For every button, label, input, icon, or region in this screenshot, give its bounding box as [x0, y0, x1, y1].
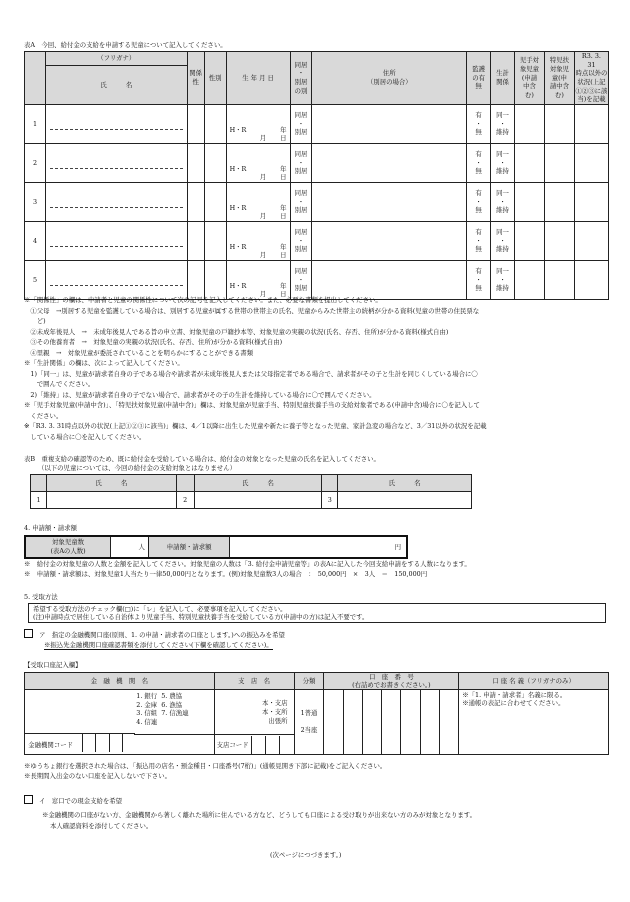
custody-choice[interactable]	[467, 143, 491, 182]
amount-field[interactable]	[230, 536, 407, 558]
account-number-field[interactable]	[324, 690, 459, 755]
header-line: 時点以外の	[575, 69, 608, 78]
r3-field[interactable]	[574, 182, 608, 221]
branch-code-label: 支店コード	[216, 740, 249, 749]
header-line: 状況(上記	[577, 77, 606, 86]
relation-field[interactable]	[187, 260, 204, 299]
bank-code-digit[interactable]	[122, 734, 135, 752]
holder-header: 口 座 名 義（フリガナのみ）	[459, 673, 609, 690]
year-label: 年	[280, 164, 287, 173]
branch-type-honshiten[interactable]: 本・支店	[261, 699, 288, 708]
residence-sep: ・	[297, 158, 305, 167]
custody-sep: ・	[475, 158, 482, 167]
furigana-header: （フリガナ）	[45, 52, 187, 66]
child-name-field[interactable]	[45, 221, 187, 260]
birth-line-1	[230, 165, 287, 173]
section-4-title: 4. 申請額・請求額	[24, 524, 77, 532]
type-header: 分類	[294, 673, 324, 690]
r3-field[interactable]	[574, 143, 608, 182]
residence-choice[interactable]	[290, 260, 312, 299]
month-label: 月	[259, 172, 267, 181]
bank-code-row	[28, 735, 214, 755]
amount-label: 申請額・請求額	[148, 536, 230, 558]
custody-option[interactable]: 無	[475, 167, 482, 176]
section-4-note-2: ※ 申請額・請求額は、対象児童1人当たり一律50,000円となります。(例)対象児童数3人の場合 ： 50,000円 × 3人 ＝ 150,000円	[24, 570, 428, 578]
custody-option[interactable]: 無	[475, 128, 482, 137]
bank-type-gyokyo[interactable]: 6. 漁協	[161, 700, 183, 709]
tokubetsu-field[interactable]	[544, 260, 574, 299]
furigana-line[interactable]	[50, 235, 183, 247]
option-a-note: ※振込先金融機関口座確認書類を添付してください(下欄を確認してください)。	[44, 641, 273, 649]
residence-sep: ・	[297, 236, 305, 245]
account-title: 【受取口座記入欄】	[24, 661, 82, 669]
section-5-title: 5. 受取方法	[24, 593, 58, 601]
branch-code-digit[interactable]	[279, 736, 293, 754]
branch-code-row	[214, 735, 294, 755]
livelihood-sep: ・	[499, 158, 506, 167]
table-a-corner	[25, 52, 46, 105]
custody-sep: ・	[475, 275, 482, 284]
bank-code-boxes	[82, 734, 135, 752]
livelihood-choice[interactable]	[491, 143, 515, 182]
livelihood-sep: ・	[499, 275, 506, 284]
year-label: 年	[280, 281, 287, 290]
relation-header-text: 関係性	[189, 69, 203, 86]
header-line: 住所	[382, 69, 396, 78]
birth-line-1	[230, 204, 287, 212]
header-line: 無	[475, 82, 482, 91]
residence-header	[290, 52, 312, 105]
birthdate-field[interactable]	[226, 260, 290, 299]
table-b-corner-2	[176, 475, 194, 492]
table-b-subcaption: （以下の児童については、今回の給付金の支給対象とはなりません）	[38, 464, 236, 472]
month-label: 月	[259, 250, 267, 259]
day-label: 日	[280, 133, 287, 142]
table-a	[24, 51, 609, 300]
child-name-field[interactable]	[45, 143, 187, 182]
note-line: ③その他養育者 → 対象児童の実親の状況(氏名、存否、住所)が分かる資料(様式自由)	[24, 338, 283, 346]
header-line: ①②③に該	[575, 86, 608, 95]
bank-type-col-1	[136, 692, 157, 727]
relation-field[interactable]	[187, 182, 204, 221]
residence-choice[interactable]	[290, 143, 312, 182]
header-line: R3. 3.	[581, 52, 601, 60]
sex-field[interactable]	[204, 260, 226, 299]
note-line: 1)「同一」は、児童が請求者自身の子である場合や請求者が未成年後見人または父母指定者である場合で、請求者がその子と生計を同じくしている場合に〇	[24, 369, 478, 378]
header-line: 31	[587, 60, 596, 69]
method-instruction-box	[28, 603, 606, 623]
address-field[interactable]	[312, 260, 467, 299]
bank-code-digit[interactable]	[83, 734, 95, 752]
bank-type-nokyo[interactable]: 5. 農協	[161, 692, 183, 700]
tokubetsu-field[interactable]	[544, 104, 574, 143]
method-instruction-1: 希望する受取方法のチェック欄(□)に「レ」を記入して、必要事項を記入してください。	[33, 605, 287, 613]
livelihood-option[interactable]: 維持	[496, 167, 509, 176]
header-line: ・	[297, 69, 305, 78]
child-count-field[interactable]	[111, 536, 149, 558]
relation-field[interactable]	[187, 221, 204, 260]
bank-code-digit-row	[83, 734, 135, 752]
day-label: 日	[280, 289, 287, 298]
account-type-toza[interactable]: 2当座	[300, 726, 318, 734]
livelihood-choice[interactable]	[491, 221, 515, 260]
branch-type-honshisho[interactable]: 本・支所	[261, 707, 288, 716]
account-digit[interactable]	[420, 690, 439, 754]
day-label: 日	[280, 172, 287, 181]
birthdate-field[interactable]	[226, 221, 290, 260]
bank-code-digit[interactable]	[109, 734, 122, 752]
child-row	[25, 221, 609, 260]
account-digit[interactable]	[362, 690, 381, 754]
livelihood-option[interactable]: 維持	[496, 128, 509, 137]
note-line: ど)	[24, 317, 46, 325]
custody-choice[interactable]	[467, 221, 491, 260]
child-name-field[interactable]	[45, 182, 187, 221]
bank-type-shingyoren[interactable]: 7. 信漁連	[161, 709, 189, 718]
row-number: 2	[25, 143, 46, 182]
amount-unit: 円	[394, 543, 401, 551]
row-number: 3	[25, 182, 46, 221]
livelihood-option[interactable]: 同一	[496, 188, 509, 197]
month-label: 月	[259, 289, 267, 298]
account-digit[interactable]	[343, 690, 362, 754]
bank-type-options	[134, 690, 214, 735]
table-a-notes	[24, 295, 486, 442]
header-line: 同居	[294, 60, 308, 69]
livelihood-choice[interactable]	[491, 260, 515, 299]
option-i-row	[24, 795, 122, 805]
month-label: 月	[259, 133, 267, 142]
custody-option[interactable]: 無	[475, 284, 482, 293]
custody-option[interactable]: 有	[475, 188, 482, 197]
address-field[interactable]	[312, 221, 467, 260]
header-line: 象児童	[519, 64, 540, 73]
custody-option[interactable]: 有	[475, 149, 482, 158]
option-a-row	[24, 629, 285, 639]
jido-teate-field[interactable]	[515, 143, 545, 182]
custody-header	[467, 52, 491, 105]
account-type-options	[294, 690, 324, 755]
table-b-name-header-1: 氏 名	[46, 475, 176, 492]
account-digit[interactable]	[400, 690, 419, 754]
bank-type-shinkumi[interactable]: 3. 信組	[136, 709, 158, 718]
option-i-checkbox[interactable]	[24, 795, 33, 804]
account-type-futsu[interactable]: 1普通	[300, 709, 318, 718]
livelihood-option[interactable]: 維持	[496, 284, 509, 293]
r3-field[interactable]	[574, 260, 608, 299]
table-b	[30, 474, 472, 509]
option-a-checkbox[interactable]	[24, 629, 33, 638]
residence-sep: ・	[297, 197, 305, 206]
residence-option[interactable]: 別居	[294, 284, 308, 293]
address-field[interactable]	[312, 143, 467, 182]
note-line: 2)「維持」は、児童が請求者自身の子でない場合で、請求者がその子の生計を維持している場合に〇で囲んでください。	[24, 390, 376, 399]
residence-option[interactable]: 別居	[294, 167, 308, 176]
r3-header	[574, 52, 608, 105]
custody-option[interactable]: 無	[475, 206, 482, 215]
birthdate-field[interactable]	[226, 104, 290, 143]
note-line: ※「関係性」の欄は、申請者と児童の関係性について次の記号を記入してください。また、必要な書類を提出してください。	[24, 296, 382, 304]
header-line: 児手対	[519, 56, 540, 65]
r3-field[interactable]	[574, 221, 608, 260]
custody-sep: ・	[475, 197, 482, 206]
livelihood-sep: ・	[499, 119, 506, 128]
sex-field[interactable]	[204, 104, 226, 143]
note-line: している場合に〇を記入してください。	[24, 432, 146, 441]
livelihood-sep: ・	[499, 197, 506, 206]
livelihood-option[interactable]: 同一	[496, 227, 509, 236]
sex-header: 性別	[204, 52, 226, 105]
livelihood-option[interactable]: 維持	[496, 206, 509, 215]
era-label: H・R	[229, 125, 247, 134]
table-b-no-2: 2	[176, 492, 194, 509]
table-b-name-header-2: 氏 名	[194, 475, 322, 492]
account-note-1: ※ゆうちょ銀行を選択された場合は、「振込用の店名・預金種目・口座番号(7桁)」(通帳見開き下部に記載)をご記入ください。	[24, 762, 387, 770]
account-no-header	[324, 673, 459, 690]
header-line: 対象児	[549, 64, 570, 73]
custody-option[interactable]: 有	[475, 227, 482, 236]
row-number: 4	[25, 221, 46, 260]
bank-type-col-2	[161, 692, 188, 727]
jido-teate-field[interactable]	[515, 104, 545, 143]
era-label: H・R	[229, 242, 247, 251]
child-count-unit: 人	[138, 543, 145, 551]
header-line: 当)を記載	[577, 95, 606, 104]
sex-field[interactable]	[204, 143, 226, 182]
livelihood-choice[interactable]	[491, 182, 515, 221]
note-line: ①父母 →別居する児童を監護している場合は、別居する児童が属する世帯の世帯主の氏名、児童からみた世帯主の続柄が分かる資料(児童の世帯の住民票な	[24, 306, 480, 315]
account-digit[interactable]	[381, 690, 400, 754]
table-b-corner-1	[31, 475, 47, 492]
note-line: ※「生計関係」の欄は、次によって記入してください。	[24, 359, 184, 367]
child-name-field[interactable]	[45, 104, 187, 143]
option-i-note-2: 本人確認資料を添付してください。	[50, 822, 153, 830]
account-note-2: ※長期間入出金のない口座を記入しないで下さい。	[24, 772, 171, 780]
residence-sep: ・	[297, 275, 305, 284]
bank-name-header: 金 融 機 関 名	[25, 673, 215, 690]
note-line: ※「R3. 3. 31時点以外の状況(上記①②③に該当)」欄は、4／1以降に出生した児童や新たに養子等となった児童、家計急変の場合など、3／31以外の状況を記載	[24, 422, 487, 430]
relation-field[interactable]	[187, 143, 204, 182]
branch-type-shutchojo[interactable]: 出張所	[268, 716, 288, 725]
tokubetsu-field[interactable]	[544, 182, 574, 221]
year-label: 年	[280, 203, 287, 212]
branch-code-boxes	[251, 736, 294, 754]
method-instruction-2: (注)申請時点で居住している自治体より児童手当、特別児童扶養手当を受給している方(申請中の方)は記入不要です。	[33, 613, 369, 621]
address-field[interactable]	[312, 182, 467, 221]
bank-code-divider	[25, 733, 135, 734]
table-b-caption: 表B 重複支給の確認等のため、既に給付金を受給している場合は、給付金の対象となった児童の氏名を記入してください。	[24, 455, 380, 463]
header-line: 生計	[496, 69, 509, 78]
residence-option[interactable]: 別居	[294, 206, 308, 215]
child-row	[25, 143, 609, 182]
bank-code-label: 金融機関コード	[26, 736, 75, 754]
custody-option[interactable]: 無	[475, 245, 482, 254]
header-line: 中含	[523, 82, 536, 91]
table-b-no-3: 3	[322, 492, 338, 509]
account-digit[interactable]	[439, 690, 458, 754]
header-line: 別居	[294, 77, 308, 86]
account-digit[interactable]	[324, 690, 342, 754]
header-line: 請中含	[549, 82, 570, 91]
residence-option[interactable]: 同居	[294, 149, 308, 158]
residence-choice[interactable]	[290, 104, 312, 143]
name-header: 氏 名	[45, 65, 187, 104]
sex-field[interactable]	[204, 182, 226, 221]
residence-option[interactable]: 同居	[294, 266, 308, 275]
birth-line-1	[230, 282, 287, 290]
page-footer: (次ページにつづきます。)	[270, 851, 342, 859]
child-row	[25, 182, 609, 221]
row-number: 1	[25, 104, 46, 143]
child-row	[25, 104, 609, 143]
furigana-line[interactable]	[50, 118, 183, 130]
r3-field[interactable]	[574, 104, 608, 143]
furigana-line[interactable]	[50, 274, 183, 286]
jido-teate-header	[515, 52, 545, 105]
livelihood-option[interactable]: 同一	[496, 149, 509, 158]
bank-type-shinren[interactable]: 4. 信連	[136, 717, 158, 726]
livelihood-header	[491, 52, 515, 105]
header-line: 関係	[496, 77, 509, 86]
era-label: H・R	[229, 164, 247, 173]
year-label: 年	[280, 125, 287, 134]
residence-option[interactable]: 同居	[294, 188, 308, 197]
note-line: ②未成年後見人 → 未成年後見人である旨の申立書、対象児童の戸籍抄本等、対象児童の実親の状況(氏名、存否、住所)が分かる資料(様式自由)	[24, 327, 449, 336]
branch-code-digit[interactable]	[252, 736, 265, 754]
branch-code-digit[interactable]	[265, 736, 279, 754]
era-label: H・R	[229, 203, 247, 212]
header-line: の別	[294, 86, 308, 95]
holder-note-2: ※通帳の表記に合わせてください。	[462, 699, 565, 707]
table-a-caption: 表A 今回、給付金の支給を申請する児童について記入してください。	[24, 41, 227, 49]
livelihood-option[interactable]: 維持	[496, 245, 509, 254]
table-b-name-header-3: 氏 名	[338, 475, 472, 492]
child-count-label	[25, 536, 111, 558]
jido-teate-field[interactable]	[515, 182, 545, 221]
birthdate-field[interactable]	[226, 143, 290, 182]
header-line: 童(申	[551, 73, 568, 82]
option-a-label: ア 指定の金融機関口座(原則、1. の申請・請求者の口座とします。)への振込みを希望	[39, 631, 285, 639]
relation-header	[187, 52, 204, 105]
note-line: ※「児手対象児童(申請中含)」、「特児扶対象児童(申請中含)」欄は、対象児童が児童手当、特別児童扶養手当の支給対象者である(申請中含)場合に〇を記入して	[24, 401, 480, 409]
tokubetsu-field[interactable]	[544, 143, 574, 182]
section-4-note-1: ※ 給付金の対象児童の人数と金額を記入してください。対象児童の人数は「3. 給付金申請児童等」の表Aに記入した今回支給申請をする人数になります。	[24, 560, 471, 568]
birthdate-field[interactable]	[226, 182, 290, 221]
holder-note-1: ※「1. 申請・請求者」名義に限る。	[462, 691, 567, 699]
residence-option[interactable]: 別居	[294, 128, 308, 137]
header-line: む)	[525, 90, 534, 99]
furigana-line[interactable]	[50, 196, 183, 208]
custody-sep: ・	[475, 236, 482, 245]
bank-code-digit[interactable]	[95, 734, 108, 752]
note-line: ください。	[24, 411, 63, 420]
birth-line-2	[230, 212, 287, 221]
tokubetsu-header	[544, 52, 574, 105]
residence-option[interactable]: 同居	[294, 110, 308, 119]
jido-teate-field[interactable]	[515, 260, 545, 299]
residence-option[interactable]: 別居	[294, 245, 308, 254]
bank-type-ginko[interactable]: 1. 銀行	[136, 692, 158, 700]
header-line: (表Aの人数)	[50, 547, 86, 555]
birth-line-2	[230, 173, 287, 182]
tokubetsu-field[interactable]	[544, 221, 574, 260]
header-line: む)	[554, 90, 564, 99]
table-b-corner-3	[322, 475, 338, 492]
table-b-name-field-2[interactable]	[194, 492, 322, 509]
birth-line-2	[230, 134, 287, 143]
custody-option[interactable]: 有	[475, 110, 482, 119]
custody-sep: ・	[475, 119, 482, 128]
residence-sep: ・	[297, 119, 305, 128]
birth-line-1	[230, 126, 287, 134]
header-line: 対象児童数	[52, 538, 84, 547]
option-i-label: イ 窓口での現金支給を希望	[39, 797, 123, 805]
custody-choice[interactable]	[467, 260, 491, 299]
address-header	[312, 52, 467, 105]
branch-name-field[interactable]	[214, 690, 294, 735]
row-number: 5	[25, 260, 46, 299]
address-field[interactable]	[312, 104, 467, 143]
branch-header: 支 店 名	[214, 673, 294, 690]
custody-option[interactable]: 有	[475, 266, 482, 275]
bank-type-kinko[interactable]: 2. 金庫	[136, 700, 158, 709]
header-line: の有	[472, 73, 485, 82]
amount-table	[24, 535, 408, 559]
child-row	[25, 260, 609, 299]
header-line: （別居の場合）	[366, 77, 412, 86]
birth-line-2	[230, 251, 287, 260]
residence-choice[interactable]	[290, 221, 312, 260]
header-line: 特児扶	[549, 56, 570, 65]
year-label: 年	[280, 242, 287, 251]
livelihood-sep: ・	[499, 236, 506, 245]
livelihood-option[interactable]: 同一	[496, 110, 509, 119]
sex-field[interactable]	[204, 221, 226, 260]
holder-name-field[interactable]	[459, 690, 609, 755]
note-line: ④里親 → 対象児童が委託されていることを明らかにすることができる書類	[24, 348, 254, 357]
jido-teate-field[interactable]	[515, 221, 545, 260]
table-b-name-field-1[interactable]	[46, 492, 176, 509]
option-i-note-1: ※金融機関の口座がない方、金融機関から著しく離れた場所に住んでいる方など、どうしても口座による受け取りが出来ない方のみが対象となります。	[42, 811, 477, 819]
custody-choice[interactable]	[467, 104, 491, 143]
header-line: (申請	[521, 73, 538, 82]
day-label: 日	[280, 211, 287, 220]
note-line: で囲んでください。	[24, 380, 95, 388]
furigana-line[interactable]	[50, 157, 183, 169]
residence-choice[interactable]	[290, 182, 312, 221]
account-digit-boxes	[324, 690, 458, 754]
branch-type-options	[215, 699, 288, 725]
table-b-name-field-3[interactable]	[338, 492, 472, 509]
era-label: H・R	[229, 281, 247, 290]
birth-line-1	[230, 243, 287, 251]
month-label: 月	[259, 211, 267, 220]
account-no-title: 口 座 番 号	[368, 673, 414, 681]
custody-choice[interactable]	[467, 182, 491, 221]
livelihood-option[interactable]: 同一	[496, 266, 509, 275]
livelihood-choice[interactable]	[491, 104, 515, 143]
birth-header: 生 年 月 日	[226, 52, 290, 105]
child-name-field[interactable]	[45, 260, 187, 299]
account-no-subtitle: (右詰めでお書きください。)	[352, 681, 431, 689]
table-b-no-1: 1	[31, 492, 47, 509]
header-line: 監護	[472, 64, 485, 73]
day-label: 日	[280, 250, 287, 259]
residence-option[interactable]: 同居	[294, 227, 308, 236]
relation-field[interactable]	[187, 104, 204, 143]
